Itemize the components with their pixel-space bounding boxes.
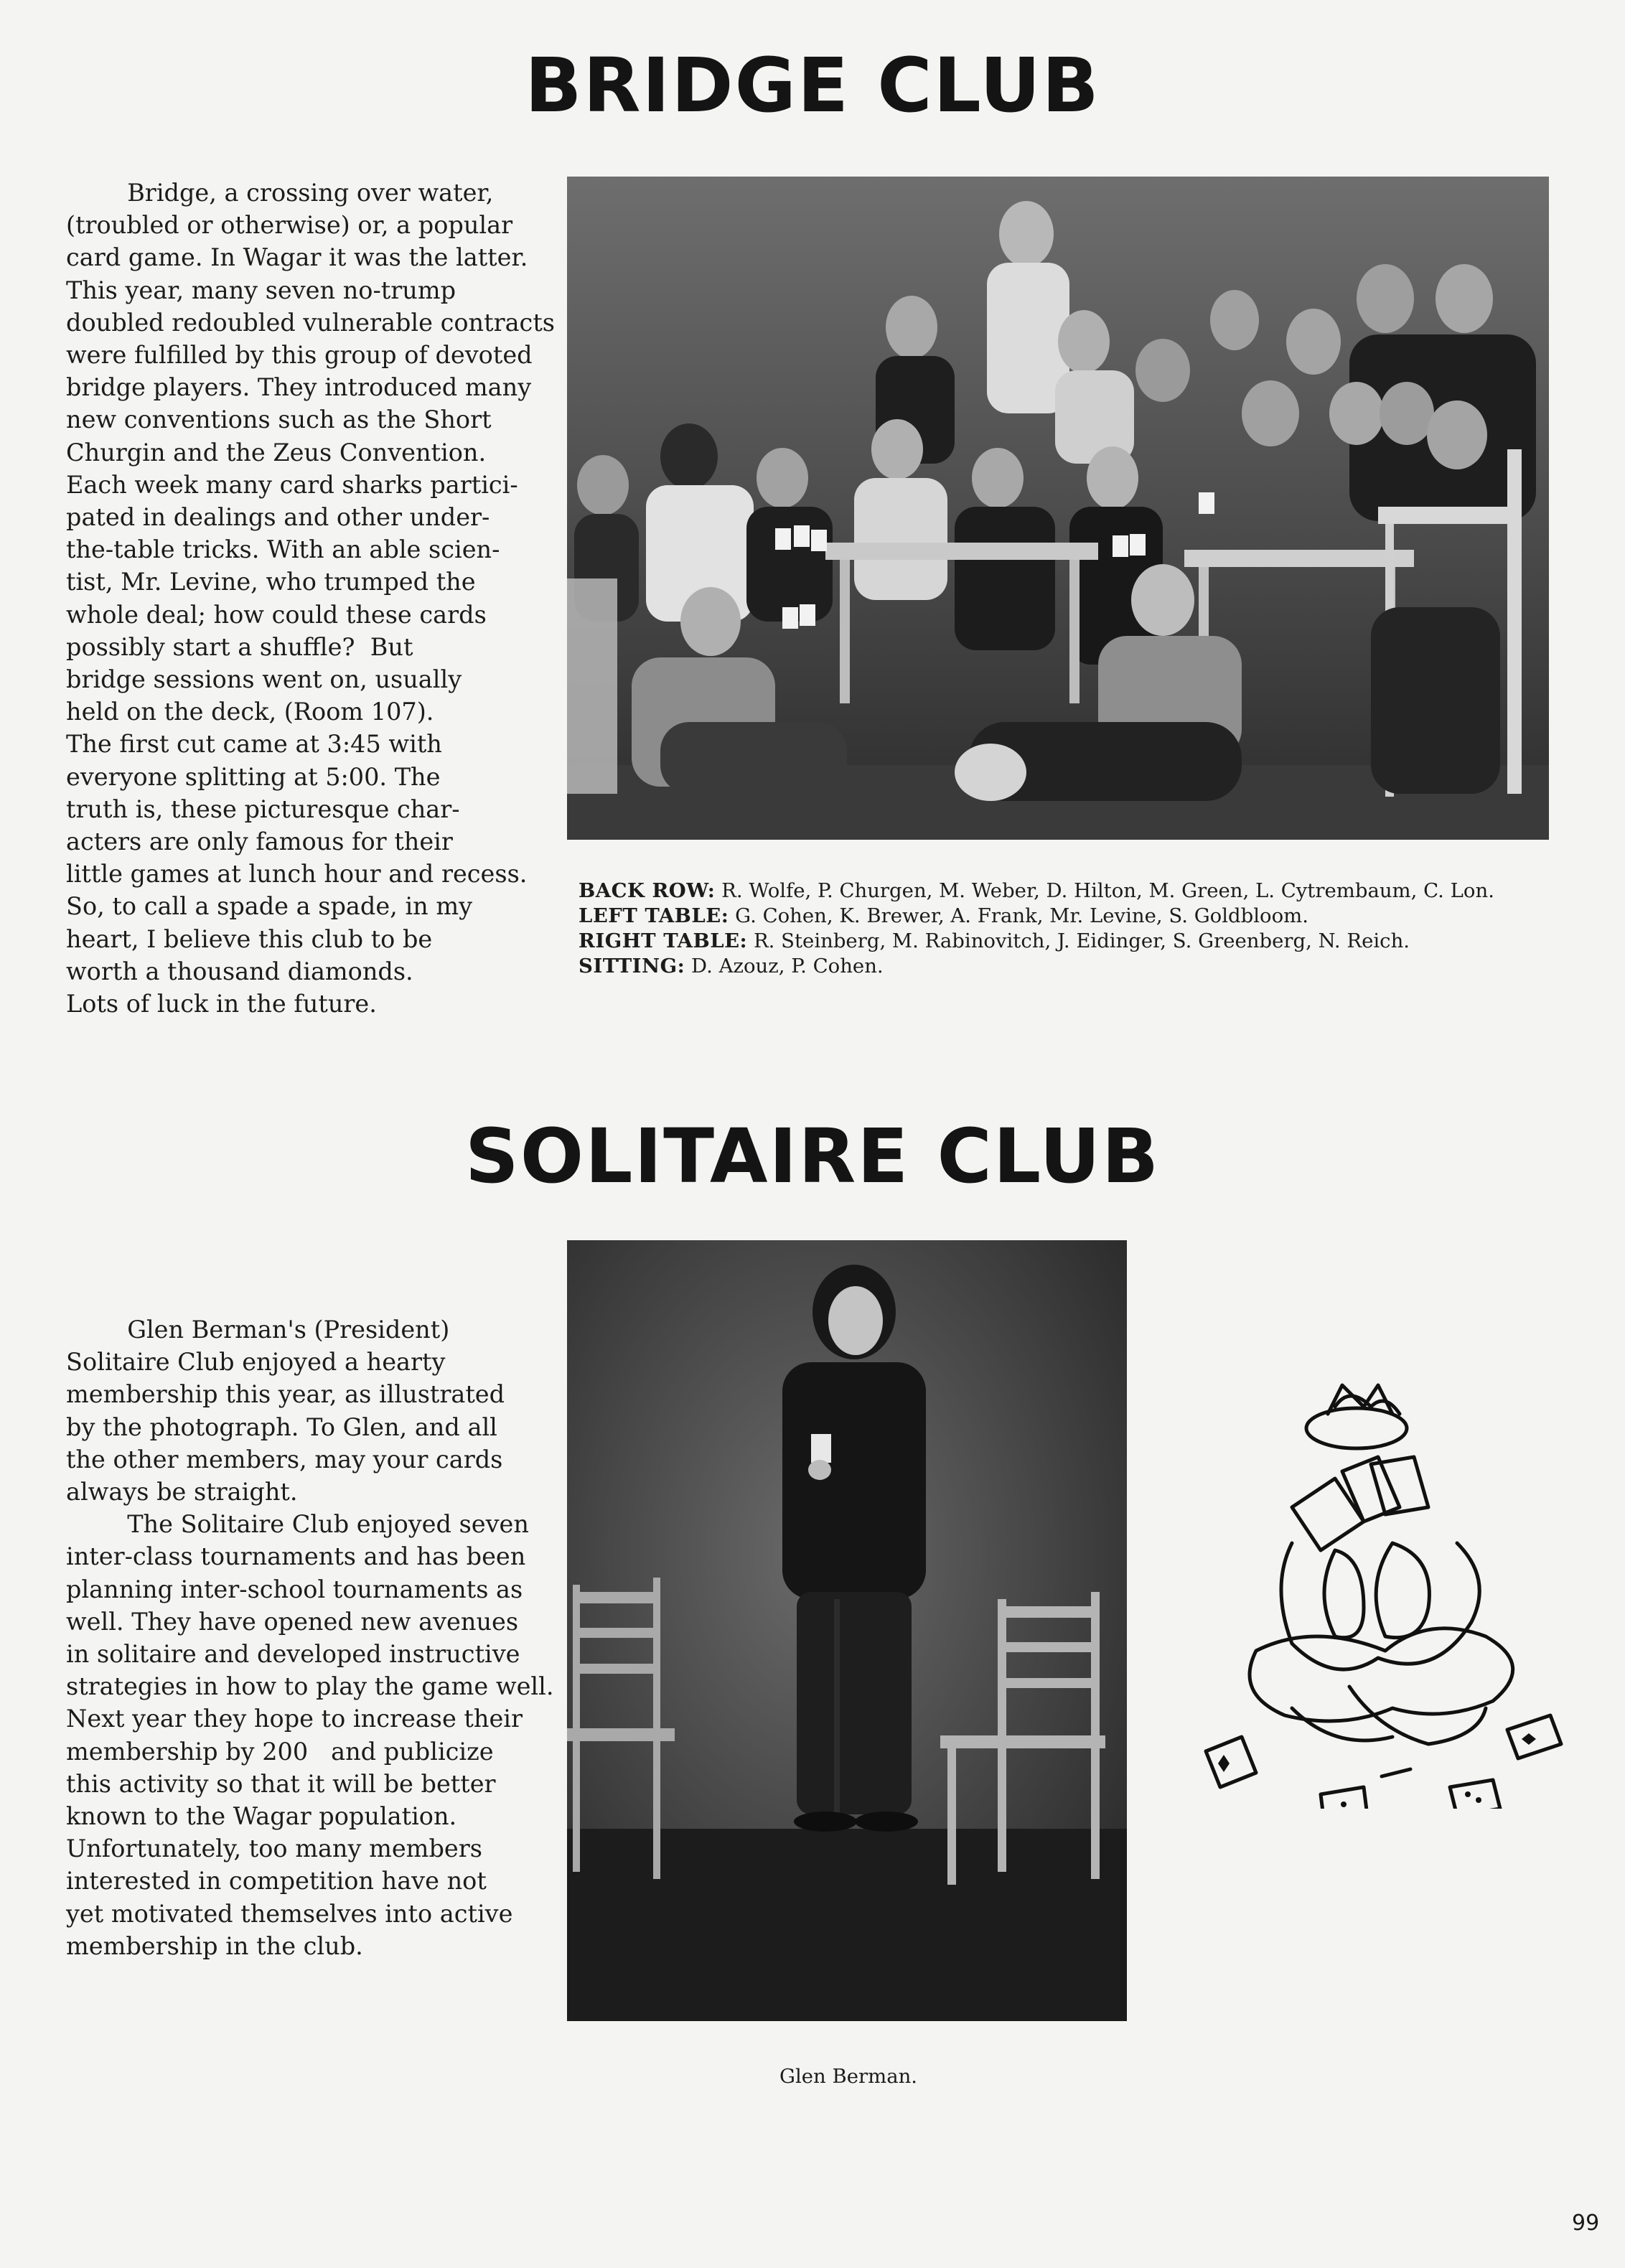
body-text-line: the-table tricks. With an able scien- (66, 535, 500, 564)
body-text-line: doubled redoubled vulnerable contracts (66, 308, 555, 337)
body-text-line: yet motivated themselves into active (66, 1899, 513, 1928)
caption-line-sitting: SITTING: D. Azouz, P. Cohen. (579, 955, 884, 978)
body-text-line: possibly start a shuffle? But (66, 632, 413, 661)
card-player-cartoon-illustration (1191, 1364, 1565, 1809)
body-text-line: held on the deck, (Room 107). (66, 698, 434, 726)
caption-line-left-table: LEFT TABLE: G. Cohen, K. Brewer, A. Frank, Mr. Levine, S. Goldbloom. (579, 904, 1308, 927)
bridge-club-title: BRIDGE CLUB (525, 42, 1100, 129)
body-text-line: Unfortunately, too many members (66, 1834, 482, 1863)
body-text-line: pated in dealings and other under- (66, 503, 490, 532)
body-text-line: Each week many card sharks partici- (66, 470, 518, 499)
body-text-line: Solitaire Club enjoyed a hearty (66, 1348, 446, 1377)
body-text-line: bridge sessions went on, usually (66, 665, 462, 694)
caption-line-right-table: RIGHT TABLE: R. Steinberg, M. Rabinovitch, J. Eidinger, S. Greenberg, N. Reich. (579, 929, 1410, 952)
body-text-line: The Solitaire Club enjoyed seven (66, 1510, 529, 1539)
body-text-line: always be straight. (66, 1478, 298, 1506)
body-text-line: membership by 200 and publicize (66, 1737, 494, 1766)
body-text-line: by the photograph. To Glen, and all (66, 1412, 497, 1441)
solitaire-club-body-text (66, 1313, 554, 1962)
body-text-line: the other members, may your cards (66, 1445, 503, 1473)
body-text-line: well. They have opened new avenues (66, 1607, 519, 1636)
body-text-line: membership in the club. (66, 1931, 363, 1960)
solitaire-club-photo (567, 1240, 1127, 2021)
body-text-line: interested in competition have not (66, 1867, 487, 1896)
body-text-line: Bridge, a crossing over water, (66, 179, 494, 207)
caption-line-back-row: BACK ROW: R. Wolfe, P. Churgen, M. Weber, D. Hilton, M. Green, L. Cytrembaum, C. Lon. (579, 879, 1494, 902)
page-number: 99 (1572, 2211, 1600, 2236)
body-text-line: Churgin and the Zeus Convention. (66, 438, 487, 467)
body-text-line: this activity so that it will be better (66, 1769, 496, 1798)
body-text-line: in solitaire and developed instructive (66, 1640, 520, 1669)
bridge-club-body-text (66, 177, 555, 1020)
body-text-line: membership this year, as illustrated (66, 1380, 505, 1409)
body-text-line: everyone splitting at 5:00. The (66, 762, 441, 791)
body-text-line: Glen Berman's (President) (66, 1316, 450, 1344)
body-text-line: new conventions such as the Short (66, 406, 492, 434)
body-text-line: truth is, these picturesque char- (66, 795, 460, 823)
solitaire-photo-caption: Glen Berman. (779, 2065, 918, 2088)
body-text-line: tist, Mr. Levine, who trumped the (66, 568, 476, 596)
body-text-line: heart, I believe this club to be (66, 924, 433, 953)
body-text-line: inter-class tournaments and has been (66, 1542, 526, 1571)
body-text-line: little games at lunch hour and recess. (66, 860, 528, 889)
body-text-line: known to the Wagar population. (66, 1802, 457, 1831)
body-text-line: card game. In Wagar it was the latter. (66, 243, 528, 272)
body-text-line: This year, many seven no-trump (66, 276, 456, 304)
body-text-line: strategies in how to play the game well. (66, 1672, 554, 1701)
body-text-line: planning inter-school tournaments as (66, 1575, 523, 1603)
bridge-club-photo-caption (579, 878, 1494, 979)
body-text-line: bridge players. They introduced many (66, 373, 532, 402)
body-text-line: (troubled or otherwise) or, a popular (66, 211, 513, 240)
body-text-line: were fulfilled by this group of devoted (66, 341, 533, 370)
bridge-club-group-photo (567, 177, 1549, 840)
body-text-line: worth a thousand diamonds. (66, 957, 413, 985)
body-text-line: Lots of luck in the future. (66, 990, 377, 1018)
body-text-line: Next year they hope to increase their (66, 1705, 523, 1733)
body-text-line: So, to call a spade a spade, in my (66, 892, 473, 921)
body-text-line: whole deal; how could these cards (66, 600, 487, 629)
body-text-line: The first cut came at 3:45 with (66, 730, 442, 759)
solitaire-club-title: SOLITAIRE CLUB (464, 1112, 1161, 1200)
body-text-line: acters are only famous for their (66, 828, 453, 856)
